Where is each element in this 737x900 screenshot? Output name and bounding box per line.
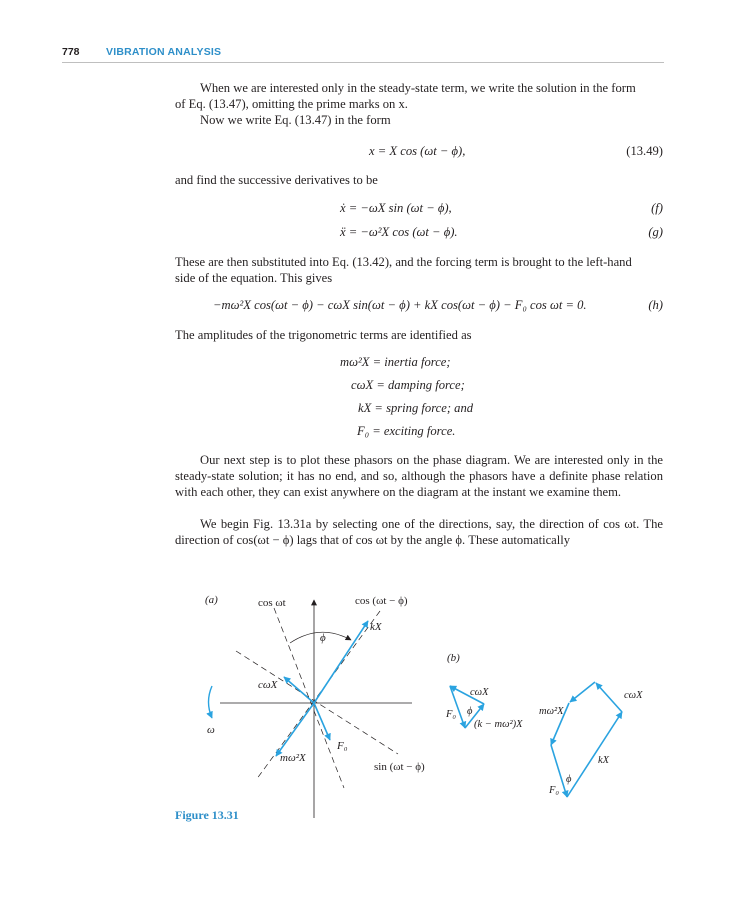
mw2X-label: mω²X: [280, 752, 306, 764]
running-title: VIBRATION ANALYSIS: [106, 46, 222, 58]
omega-label: ω: [207, 724, 215, 736]
equation-label: (h): [648, 298, 663, 312]
b-cwX-label: cωX: [470, 687, 489, 698]
F0-label: F₀: [337, 740, 348, 752]
cos-wt-label: cos ωt: [258, 597, 286, 609]
paragraph-line: When we are interested only in the steady-state term, we write the solution in the form: [200, 81, 636, 95]
b-F0-label: F₀: [446, 709, 457, 720]
b-kX-phasor: [567, 712, 622, 797]
paragraph-line: Now we write Eq. (13.47) in the form: [200, 113, 391, 127]
b-cwX-top-phasor: [596, 683, 622, 712]
b-k-mw2-X-label: (k − mω²)X: [474, 719, 523, 730]
b-kX-label: kX: [598, 755, 610, 766]
identification-line: cωX = damping force;: [351, 378, 465, 392]
equation-f: ẋ = −ωX sin (ωt − ϕ),: [340, 201, 452, 215]
identification-line: kX = spring force; and: [358, 401, 474, 415]
mw2X-phasor: [276, 703, 314, 756]
equation-13-49: x = X cos (ωt − ϕ),: [369, 144, 466, 158]
phi-label: ϕ: [320, 632, 326, 644]
cos-wt-phi-label: cos (ωt − ϕ): [355, 595, 408, 607]
identification-line: mω²X = inertia force;: [340, 355, 451, 369]
b-mw2X-label: mω²X: [539, 706, 564, 717]
b-cwX2-phasor: [570, 682, 595, 702]
sin-direction: [236, 651, 398, 754]
F0-phasor: [314, 703, 330, 740]
fig-a-label: (a): [205, 594, 218, 606]
equation-label: (13.49): [626, 144, 663, 158]
paragraph-line: The amplitudes of the trigonometric terms are identified as: [175, 328, 472, 342]
page-number: 778: [62, 46, 80, 58]
equation-label: (g): [648, 225, 663, 239]
identification-line: F₀ = exciting force.: [357, 424, 456, 438]
cwX-label: cωX: [258, 679, 278, 691]
paragraph: Our next step is to plot these phasors on the phase diagram. We are interested only in the steady-state solution; it has no end, and so, although the phasors have a definite phase relation with each other, they can exist anywhere on the diagram at the instant we examine them.: [175, 453, 663, 499]
paragraph-line: side of the equation. This gives: [175, 271, 333, 285]
paragraph: We begin Fig. 13.31a by selecting one of the directions, say, the direction of cos ωt. The direction of cos(ωt − ϕ) lags that of cos ωt by the angle ϕ. These automatically: [175, 517, 663, 547]
b-F0-2-label: F₀: [549, 785, 560, 796]
figure-caption: Figure 13.31: [175, 808, 239, 822]
paragraph-line: of Eq. (13.47), omitting the prime marks on x.: [175, 97, 408, 111]
b-cwX2-label: cωX: [624, 690, 643, 701]
omega-arrow: [209, 686, 213, 718]
equation-h: −mω²X cos(ωt − ϕ) − cωX sin(ωt − ϕ) + kX cos(ωt − ϕ) − F₀ cos ωt = 0.: [213, 298, 587, 312]
sin-wt-phi-label: sin (ωt − ϕ): [374, 761, 425, 773]
kX-label: kX: [370, 621, 382, 633]
b-phi-label: ϕ: [467, 706, 473, 717]
paragraph-line: These are then substituted into Eq. (13.42), and the forcing term is brought to the left-hand: [175, 255, 632, 269]
cwX-phasor: [284, 677, 314, 703]
equation-g: ẍ = −ω²X cos (ωt − ϕ).: [340, 225, 458, 239]
paragraph-line: and find the successive derivatives to be: [175, 173, 378, 187]
equation-label: (f): [651, 201, 663, 215]
b-phi2-label: ϕ: [566, 774, 572, 785]
fig-b-label: (b): [447, 652, 460, 664]
